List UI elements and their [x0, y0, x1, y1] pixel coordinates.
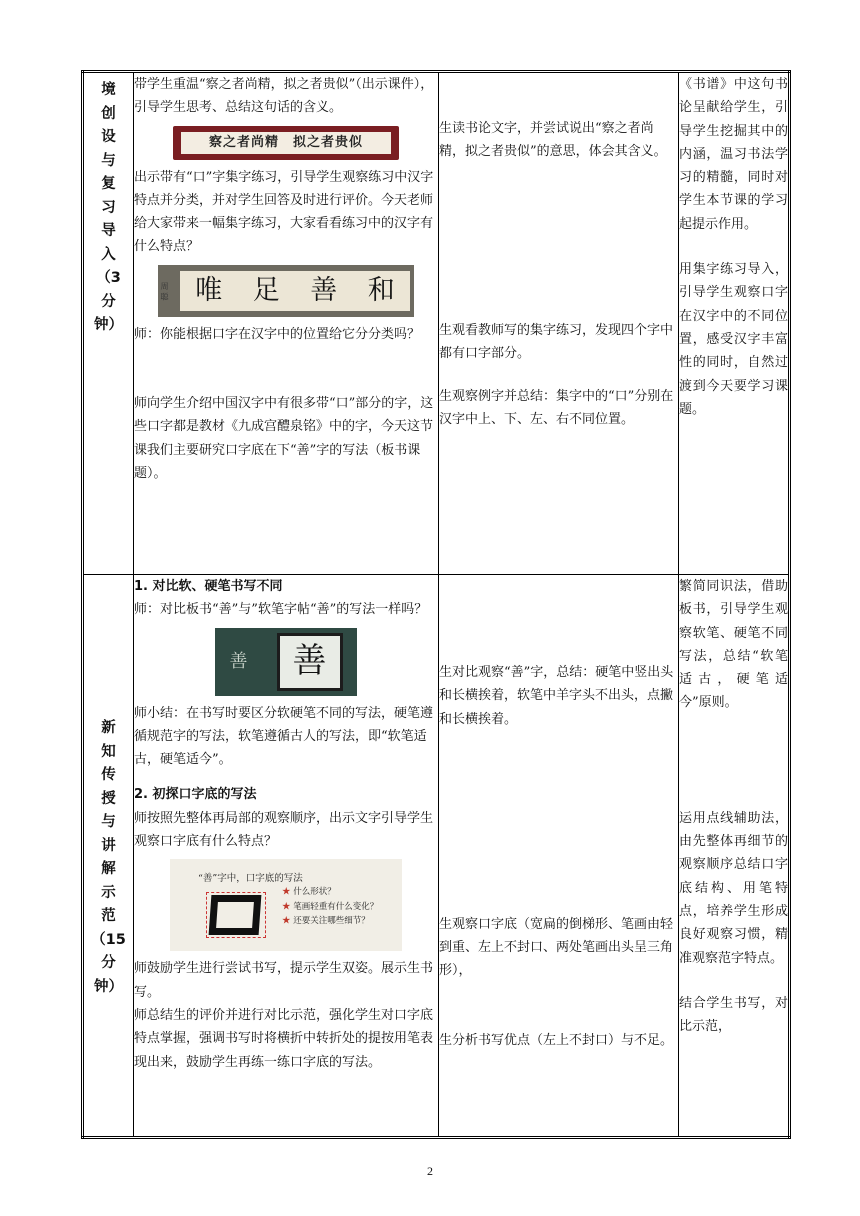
student-text: 生观看教师写的集字练习，发现四个字中都有口字部分。 [439, 322, 674, 361]
design-purpose-cell [679, 575, 790, 1138]
stage-cell-intro [83, 72, 134, 575]
brush-character: 善 [277, 633, 343, 691]
stage-char: 讲 [101, 837, 116, 854]
purpose-text: 结合学生书写，对比示范， [679, 995, 788, 1035]
teacher-text: 师按照先整体再局部的观察顺序，出示文字引导学生观察口字底有什么特点？ [134, 810, 434, 850]
banner-char: 唯 [195, 275, 223, 307]
stage-char: 示 [101, 884, 116, 901]
slide-title: “善”字中，口字底的写法 [198, 873, 303, 885]
slide-question: ★ 什么形状？ [282, 885, 378, 900]
student-text: 生对比观察“善”字，总结：硬笔中竖出头和长横挨着，软笔中羊字头不出头，点撇和长横挨着。 [439, 665, 674, 727]
student-text: 生观察例字并总结：集字中的“口”分别在汉字中上、下、左、右不同位置。 [439, 389, 674, 428]
purpose-text: 繁简同识法，借助板书，引导学生观察软笔、硬笔不同写法，总结“软笔适古，硬笔适今”原则。 [679, 579, 788, 711]
purpose-text: 《书谱》中这句书论呈献给学生，引导学生挖掘其中的内涵，温习书法学习的精髓，同时对学生本节课的学习起提示作用。 [679, 77, 788, 232]
stage-char: 入 [101, 246, 116, 263]
design-purpose-cell [679, 72, 790, 575]
stage-char: 复 [101, 176, 116, 192]
banner-char: 善 [310, 275, 338, 307]
scroll-text: 察之者尚精 拟之者贵似 [181, 132, 391, 154]
page-number: 2 [427, 1164, 433, 1178]
lesson-plan-table [81, 70, 791, 1139]
stage-char: 导 [101, 223, 116, 239]
stage-char: 解 [101, 861, 116, 877]
stage-char: 范 [101, 908, 116, 924]
stage-char: 分 [101, 955, 116, 971]
stage-cell-new-knowledge [83, 575, 134, 1138]
stage-char: 与 [101, 814, 116, 830]
section-heading: 2. 初探口字底的写法 [134, 787, 257, 803]
table-row [83, 72, 790, 575]
slide-question-list [282, 885, 378, 929]
student-text: 生观察口字底（宽扁的倒梯形、笔画由轻到重、左上不封口、两处笔画出头呈三角形）， [439, 916, 674, 979]
stage-char: （3 [96, 270, 121, 286]
purpose-text: 运用点线辅助法，由先整体再细节的观察顺序总结口字底结构、用笔特点，培养学生形成良好观察习惯，精准观察范字特点。 [679, 810, 788, 966]
stage-char: 与 [101, 152, 116, 169]
teacher-text: 师鼓励学生进行尝试书写，提示学生双姿。展示生书写。 [134, 961, 434, 1000]
student-text: 生分析书写优点（左上不封口）与不足。 [439, 1032, 674, 1048]
teacher-text: 师总结生的评价并进行对比示范，强化学生对口字底特点掌握，强调书写时将横折中转折处的提按用笔表现出来，鼓励学生再练一练口字底的写法。 [134, 1007, 434, 1070]
stage-char: 知 [101, 743, 116, 760]
calligraphy-scroll-image [134, 126, 438, 160]
stage-char: 境 [101, 82, 116, 98]
stage-char: （15 [91, 931, 126, 948]
purpose-text: 用集字练习导入，引导学生观察口字在汉字中的不同位置，感受汉字丰富性的同时，自然过渡到今天要学习课题。 [679, 262, 788, 417]
slide-question: ★ 还要关注哪些细节？ [282, 914, 378, 929]
slide-question: ★ 笔画轻重有什么变化？ [282, 900, 378, 915]
teacher-activity-cell [134, 575, 439, 1138]
kou-radical-glyph [209, 895, 262, 935]
teacher-activity-cell [134, 72, 439, 575]
stage-char: 设 [101, 129, 116, 145]
stage-char: 传 [101, 767, 116, 783]
seal-text: 周 聪 [160, 281, 169, 301]
teacher-text: 师小结：在书写时要区分软硬笔不同的写法，硬笔遵循规范字的写法，软笔遵循古人的写法，即“软笔适古，硬笔适今”。 [134, 705, 434, 768]
table-row [83, 575, 790, 1138]
stage-char: 新 [101, 720, 116, 736]
teacher-text: 师：对比板书“善”与”软笔字帖“善”的写法一样吗？ [134, 602, 428, 618]
character-collection-image [134, 265, 438, 317]
banner-char: 足 [252, 275, 280, 307]
stage-char: 钟） [94, 978, 123, 995]
stage-char: 授 [101, 790, 116, 807]
blackboard-comparison-image [134, 628, 438, 696]
teacher-text: 师：你能根据口字在汉字中的位置给它分分类吗？ [134, 326, 421, 342]
chalk-character: 善 [229, 650, 248, 672]
stage-char: 钟） [94, 317, 123, 333]
teacher-text: 出示带有“口”字集字练习，引导学生观察练习中汉字特点并分类，并对学生回答及时进行评价。今天老师给大家带来一幅集字练习，大家看看练习中的汉字有什么特点？ [134, 169, 434, 255]
stage-char: 创 [101, 105, 116, 122]
teacher-text: 师向学生介绍中国汉字中有很多带“口”部分的字，这些口字都是教材《九成宫醴泉铭》中的字，今天这节课我们主要研究口字底在下“善”字的写法（板书课题）。 [134, 396, 434, 481]
teacher-text: 带学生重温“察之者尚精，拟之者贵似”（出示课件），引导学生思考、总结这句话的含义。 [134, 77, 434, 116]
student-activity-cell [439, 72, 679, 575]
stage-char: 习 [101, 199, 116, 216]
section-heading: 1. 对比软、硬笔书写不同 [134, 579, 283, 594]
banner-char: 和 [367, 275, 395, 307]
stage-char: 分 [101, 293, 116, 310]
kou-radical-slide-image [134, 859, 438, 951]
student-activity-cell [439, 575, 679, 1138]
student-text: 生读书论文字，并尝试说出“察之者尚精，拟之者贵似”的意思，体会其含义。 [439, 121, 667, 160]
